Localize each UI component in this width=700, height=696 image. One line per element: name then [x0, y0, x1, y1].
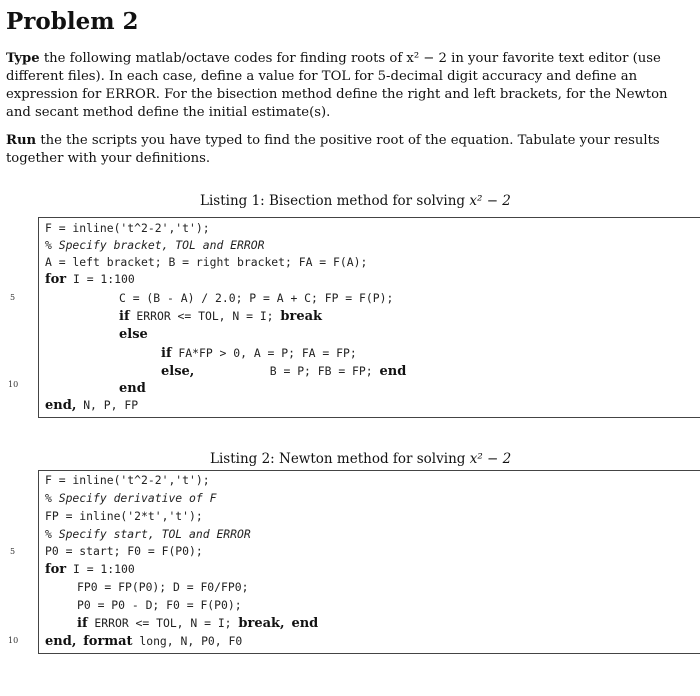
- code1-line-4: [45, 271, 135, 288]
- code1-line-9-text: B = P; FB = FP;: [194, 364, 380, 378]
- listing-1-caption-math: x² − 2: [469, 193, 511, 209]
- paragraph-1-text: the following matlab/octave codes for finding roots of x² − 2 in your favorite text editor (use different files). In each case, define a value for TOL for 5-decimal digit accuracy and define an expression for ERROR. For the bisection method define the right and left brackets, for the Newton and secant method define the initial estimate(s).: [6, 51, 668, 120]
- code1-line-10: [119, 380, 146, 397]
- keyword-break: break: [280, 309, 323, 324]
- paragraph-2-lead: Run: [6, 133, 37, 148]
- listing-1-caption-text: Listing 1: Bisection method for solving: [200, 193, 470, 209]
- code2-line-4-comment: % Specify start, TOL and ERROR: [45, 527, 251, 541]
- listing-1-line-number-10: 10: [8, 380, 19, 389]
- code2-line-2-comment: % Specify derivative of F: [45, 491, 217, 505]
- code1-line-11: [45, 397, 138, 414]
- problem-title: Problem 2: [6, 8, 139, 35]
- code1-line-8: [161, 345, 357, 362]
- listing-1-code-block: [38, 217, 700, 418]
- keyword-for: for: [45, 272, 67, 287]
- paragraph-1-lead: Type: [6, 51, 40, 66]
- code1-line-6-text: ERROR <= TOL, N = I;: [129, 309, 281, 323]
- code2-line-9: [77, 615, 318, 632]
- listing-2-caption: [210, 451, 511, 467]
- code1-line-9: [161, 363, 406, 380]
- keyword-else: else,: [161, 364, 195, 379]
- code1-line-4-text: I = 1:100: [66, 272, 135, 286]
- code2-line-10-text: long, N, P0, F0: [132, 634, 243, 648]
- code2-line-6-text: I = 1:100: [66, 562, 135, 576]
- code2-line-10: [45, 633, 242, 650]
- keyword-for: for: [45, 562, 67, 577]
- keyword-end: end: [119, 381, 146, 396]
- code2-line-9-text: ERROR <= TOL, N = I;: [87, 616, 239, 630]
- keyword-end: end: [291, 616, 319, 631]
- listing-1-caption: [200, 193, 511, 209]
- listing-2-code-block: [38, 470, 700, 654]
- listing-2-line-number-5: 5: [10, 547, 16, 556]
- instruction-paragraph-1: [6, 50, 696, 122]
- code2-line-7: FP0 = FP(P0); D = F0/FP0;: [77, 580, 249, 594]
- keyword-format: format: [83, 634, 133, 649]
- listing-2-caption-math: x² − 2: [469, 451, 512, 467]
- code2-line-3: FP = inline('2*t','t');: [45, 509, 203, 523]
- code1-line-5: C = (B - A) / 2.0; P = A + C; FP = F(P);: [119, 291, 394, 305]
- code1-line-11-text: N, P, FP: [76, 398, 139, 412]
- listing-2-caption-text: Listing 2: Newton method for solving: [210, 451, 470, 467]
- keyword-else: else: [119, 327, 148, 342]
- code2-line-5: P0 = start; F0 = F(P0);: [45, 544, 203, 558]
- keyword-end: end,: [45, 398, 77, 413]
- code1-line-7: [119, 326, 148, 343]
- code2-line-1: F = inline('t^2-2','t');: [45, 473, 210, 487]
- keyword-if: if: [161, 346, 172, 361]
- paragraph-2-text: the the scripts you have typed to find the positive root of the equation. Tabulate your results together with your definitions.: [6, 133, 660, 166]
- code1-line-8-text: FA*FP > 0, A = P; FA = FP;: [171, 346, 357, 360]
- code1-line-2-comment: % Specify bracket, TOL and ERROR: [45, 238, 265, 252]
- keyword-end: end,: [45, 634, 77, 649]
- keyword-break: break,: [238, 616, 285, 631]
- keyword-end: end: [379, 364, 407, 379]
- code1-line-1: F = inline('t^2-2','t');: [45, 221, 210, 235]
- code2-line-8: P0 = P0 - D; F0 = F(P0);: [77, 598, 242, 612]
- listing-2-line-number-10: 10: [8, 636, 19, 645]
- instruction-paragraph-2: [6, 132, 696, 168]
- code1-line-6: [119, 308, 322, 325]
- code2-line-6: [45, 561, 135, 578]
- keyword-if: if: [77, 616, 88, 631]
- keyword-if: if: [119, 309, 130, 324]
- code1-line-3: A = left bracket; B = right bracket; FA = F(A);: [45, 255, 368, 269]
- listing-1-line-number-5: 5: [10, 293, 16, 302]
